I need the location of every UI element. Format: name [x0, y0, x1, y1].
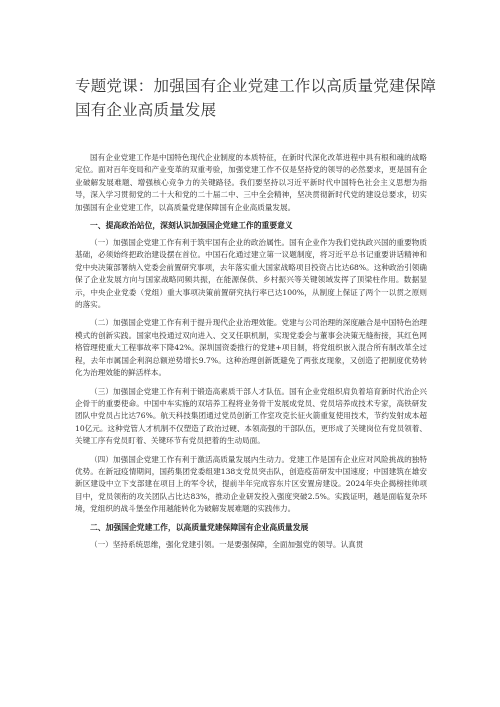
body-paragraph: （二）加强国企党建工作有利于提升现代企业治理效能。党建与公司治理的深度融合是中国特色治理模式的创新实践。国家电投通过双向进入、交叉任职机制，实现党委会与董事会决策无缝衔接，其红色网格管理使重大工程事故率下降42%。深圳国资委推行的党建+项目制，将党组织嵌入混合所有制改革全过程，去年市属国企利润总额逆势增长9.7%。这种治理创新既避免了两张皮现象，又创造了把制度优势转化为治理效能的鲜活样本。 — [75, 318, 427, 378]
body-paragraph: （一）加强国企党建工作有利于筑牢国有企业的政治属性。国有企业作为我们党执政兴国的重要物质基础，必须始终把政治建设摆在首位。中国石化通过建立第一议题制度，将习近平总书记重要讲话精神和党中央决策部署纳入党委会前置研究事项，去年落实重大国家战略项目投资占比达68%。这种政治引领确保了企业发展方向与国家战略同频共振，在能源保供、乡村振兴等关键领域发挥了顶梁柱作用。数据显示，中央企业党委（党组）重大事项决策前置研究执行率已达100%，从制度上保证了两个一以贯之原则的落实。 — [75, 238, 427, 310]
body-paragraph: （四）加强国企党建工作有利于激活高质量发展内生动力。党建工作是国有企业应对风险挑战的独特优势。在新冠疫情期间，国药集团党委组建138支党员突击队，创造疫苗研发中国速度；中国建筑在雄安新区建设中立下支部建在项目上的军令状，提前半年完成容东片区安置房建设。2024年央企揭榜挂帅项目中，党员领衔的攻关团队占比达83%，推动企业研发投入强度突破2.5%。实践证明，越是面临复杂环境，党组织的战斗堡垒作用越能转化为破解发展难题的实践伟力。 — [75, 454, 427, 514]
section-heading-1: 一、提高政治站位，深刻认识加强国企党建工作的重要意义 — [90, 221, 293, 231]
section-heading-2: 二、加强国企党建工作，以高质量党建保障国有企业高质量发展 — [90, 522, 309, 532]
document-title: 专题党课：加强国有企业党建工作以高质量党建保障国有企业高质量发展 — [75, 77, 437, 119]
intro-paragraph: 国有企业党建工作是中国特色现代企业制度的本质特征，在新时代深化改革进程中具有根和魂的战略定位。面对百年变局和产业变革的双重考验，加强党建工作不仅是坚持党的领导的必然要求，更是国有企业破解发展难题、增强核心竞争力的关键路径。我们要坚持以习近平新时代中国特色社会主义思想为指导，深入学习贯彻党的二十大和党的二十届二中、三中全会精神，坚决贯彻新时代党的建设总要求，切实加强国有企业党建工作，以高质量党建保障国有企业高质量发展。 — [75, 153, 427, 212]
document-body — [75, 152, 427, 557]
body-paragraph: （三）加强国企党建工作有利于锻造高素质干部人才队伍。国有企业党组织肩负着培育新时代治企兴企骨干的重要使命。中国中车实施的双培养工程将业务骨干发展成党员、党员培养成技术专家，高铁研发团队中党员占比达76%。航天科技集团通过党员创新工作室攻克长征火箭重复使用技术，节约发射成本超10亿元。这种党管人才机制不仅塑造了政治过硬、本领高强的干部队伍，更形成了关键岗位有党员领着、关键工序有党员盯着、关键环节有党员把着的生动局面。 — [75, 386, 427, 446]
body-paragraph: （一）坚持系统思维，强化党建引领。一是要强保障，全面加强党的领导。认真贯 — [90, 539, 364, 549]
